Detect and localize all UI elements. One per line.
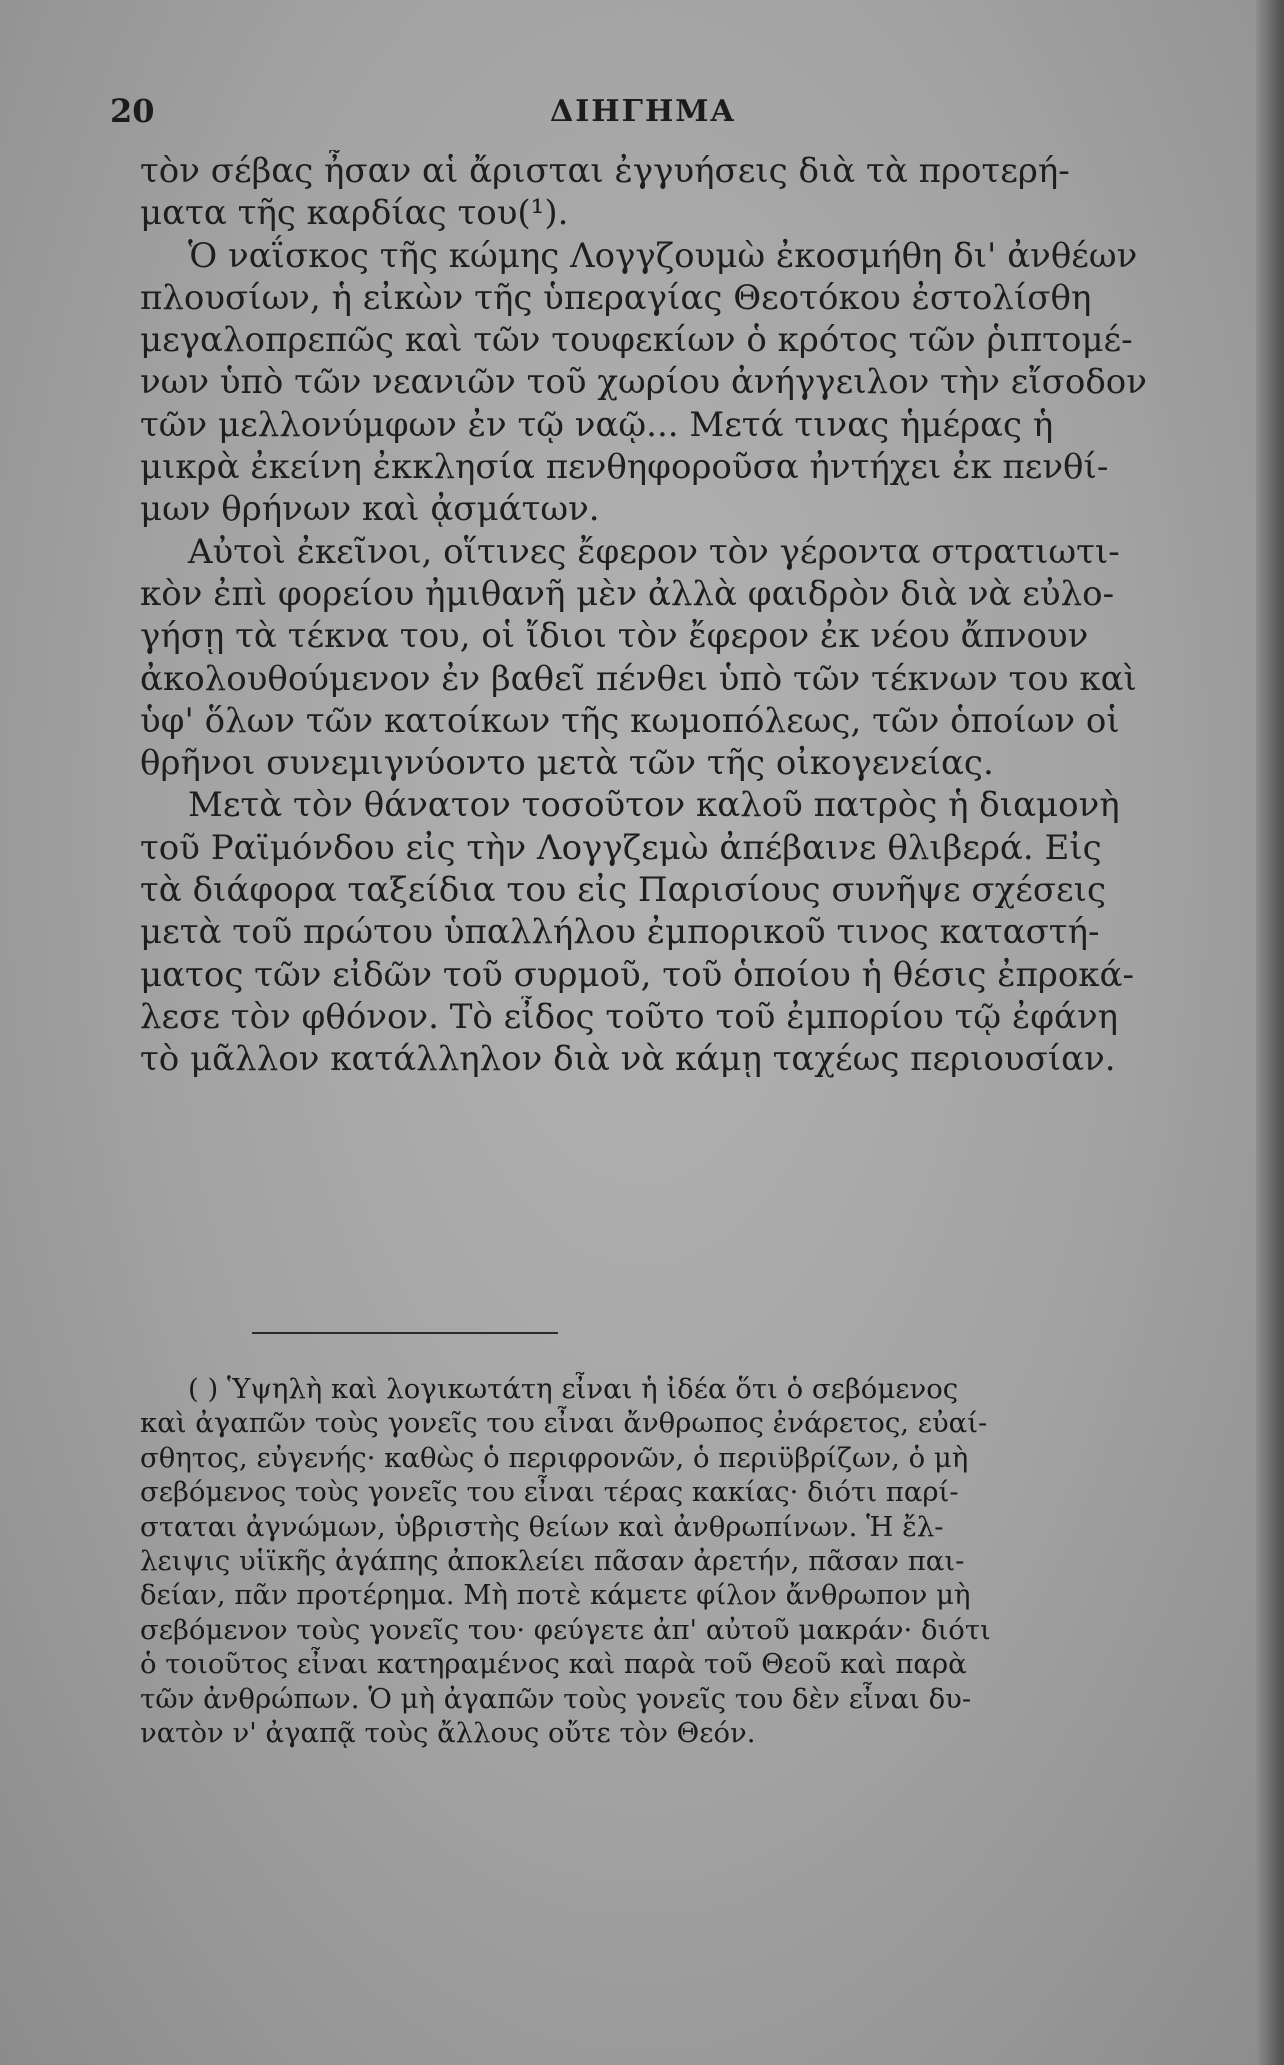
body-line: γήσῃ τὰ τέκνα του, οἱ ἴδιοι τὸν ἔφερον ἐκ νέου ἄπνουν [140,616,1089,657]
body-line: κὸν ἐπὶ φορείου ἠμιθανῆ μὲν ἀλλὰ φαιδρὸν διὰ νὰ εὐλο- [140,573,1115,614]
body-line: ὑφ' ὅλων τῶν κατοίκων τῆς κωμοπόλεως, τῶν ὁποίων οἱ [140,700,1120,741]
body-line: μετὰ τοῦ πρώτου ὑπαλλήλου ἐμπορικοῦ τινος καταστή- [140,912,1100,953]
body-line: Μετὰ τὸν θάνατον τοσοῦτον καλοῦ πατρὸς ἡ διαμονὴ [188,785,1120,826]
body-text [140,150,1180,1081]
footnote-line: σθητος, εὐγενής· καθὼς ὁ περιφρονῶν, ὁ περιϋβρίζων, ὁ μὴ [140,1441,969,1474]
page-number: 20 [110,92,155,130]
footnote-line: τῶν ἀνθρώπων. Ὁ μὴ ἀγαπῶν τοὺς γονεῖς του δὲν εἶναι δυ- [140,1682,972,1715]
page-edge-shadow [1256,0,1284,2065]
footnote-line: σεβόμενον τοὺς γονεῖς του· φεύγετε ἀπ' αὐτοῦ μακράν· διότι [140,1613,991,1646]
body-line: Αὐτοὶ ἐκεῖνοι, οἵτινες ἔφερον τὸν γέροντα στρατιωτι- [188,531,1120,572]
footnote-line: δείαν, πᾶν προτέρημα. Μὴ ποτὲ κάμετε φίλον ἄνθρωπον μὴ [140,1579,971,1612]
footnote-line: λειψις υἱϊκῆς ἀγάπης ἀποκλείει πᾶσαν ἀρετήν, πᾶσαν παι- [140,1544,965,1577]
body-line: μεγαλοπρεπῶς καὶ τῶν τουφεκίων ὁ κρότος τῶν ῥιπτομέ- [140,320,1133,361]
page-header [110,92,1150,136]
footnote-line: σεβόμενος τοὺς γονεῖς του εἶναι τέρας κακίας· διότι παρί- [140,1476,959,1509]
body-line: τὸ μᾶλλον κατάλληλον διὰ νὰ κάμῃ ταχέως περιουσίαν. [140,1039,1116,1080]
footnote-line: καὶ ἀγαπῶν τοὺς γονεῖς του εἶναι ἄνθρωπος ἐνάρετος, εὐαί- [140,1407,988,1440]
body-line: πλουσίων, ἡ εἰκὼν τῆς ὑπεραγίας Θεοτόκου ἐστολίσθη [140,277,1092,318]
footnote-line: ὁ τοιοῦτος εἶναι κατηραμένος καὶ παρὰ τοῦ Θεοῦ καὶ παρὰ [140,1648,967,1681]
footnote-line: ( ) Ὑψηλὴ καὶ λογικωτάτη εἶναι ἡ ἰδέα ὅτι ὁ σεβόμενος [188,1373,959,1405]
body-line: τῶν μελλονύμφων ἐν τῷ ναῷ... Μετά τινας ἡμέρας ἡ [140,404,1054,445]
body-line: μικρὰ ἐκείνη ἐκκλησία πενθηφοροῦσα ἠντήχει ἐκ πενθί- [140,447,1109,488]
body-line: λεσε τὸν φθόνον. Τὸ εἶδος τοῦτο τοῦ ἐμπορίου τῷ ἐφάνη [140,996,1119,1037]
body-line: ματα τῆς καρδίας του(¹). [140,193,569,234]
body-line: τὸν σέβας ἦσαν αἱ ἄρισται ἐγγυήσεις διὰ τὰ προτερή- [140,151,1070,191]
footnote-line: σταται ἀγνώμων, ὑβριστὴς θείων καὶ ἀνθρωπίνων. Ἡ ἔλ- [140,1510,944,1543]
body-line: ἀκολουθούμενον ἐν βαθεῖ πένθει ὑπὸ τῶν τέκνων του καὶ [140,658,1137,699]
body-line: τὰ διάφορα ταξείδια του εἰς Παρισίους συνῆψε σχέσεις [140,870,1107,911]
body-line: ματος τῶν εἰδῶν τοῦ συρμοῦ, τοῦ ὁποίου ἡ θέσις ἐπροκά- [140,954,1135,995]
body-line: νων ὑπὸ τῶν νεανιῶν τοῦ χωρίου ἀνήγγειλον τὴν εἴσοδον [140,362,1147,403]
running-head: ΔΙΗΓΗΜΑ [550,94,736,129]
body-line: θρῆνοι συνεμιγνύοντο μετὰ τῶν τῆς οἰκογενείας. [140,743,994,784]
footnote-line: νατὸν ν' ἀγαπᾷ τοὺς ἄλλους οὔτε τὸν Θεόν. [140,1716,756,1749]
body-line: τοῦ Ραϊμόνδου εἰς τὴν Λογγζεμὼ ἀπέβαινε θλιβερά. Εἰς [140,827,1102,868]
footnote-divider [252,1332,558,1334]
body-line: μων θρήνων καὶ ᾀσμάτων. [140,489,600,530]
footnote [140,1372,1180,1750]
body-line: Ὁ ναΐσκος τῆς κώμης Λογγζουμὼ ἐκοσμήθη δι' ἀνθέων [188,235,1138,276]
